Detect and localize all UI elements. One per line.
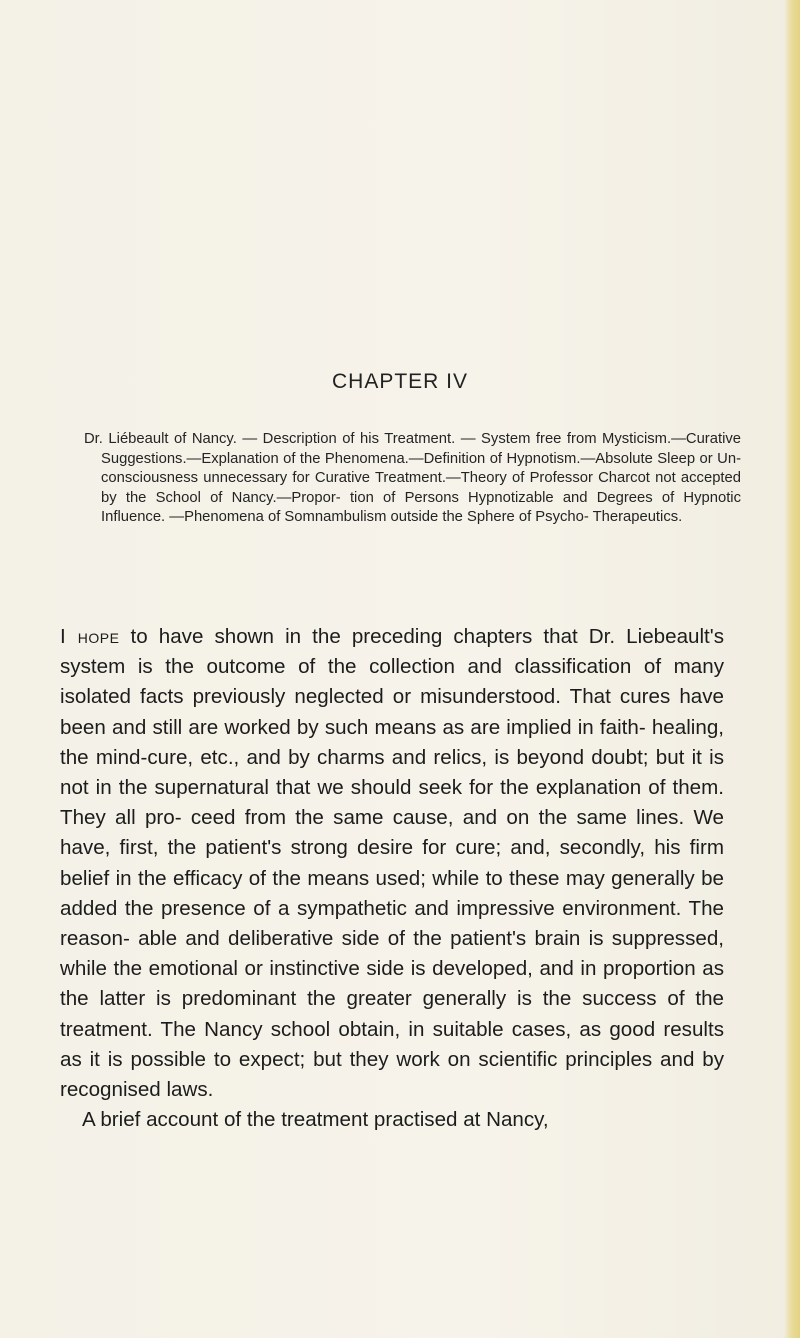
page-edge [784,0,800,1338]
chapter-synopsis: Dr. Liébeault of Nancy. — Description of his Treatment. — System free from Mysticism.—Curative Suggestions.—Explanation of the Phenomena.—Definition of Hypnotism.—Absolute Sleep or Un- consciousness unnecessary for Curative Treatment.—Theory of Professor Charcot not accepted by the School of Nancy.—Propor- tion of Persons Hypnotizable and Degrees of Hypnotic Influence. —Phenomena of Somnambulism outside the Sphere of Psycho- Therapeutics. [84,431,741,525]
paragraph-1 [60,622,724,1105]
paragraph-1-text: to have shown in the preceding chapters that Dr. Liebeault's system is the outcome of the collection and classification of many isolated facts previously neglected or misunderstood. That cures have been and still are worked by such means as are implied in faith- healing, the mind-cure, etc., and by charms and relics, is beyond doubt; but it is not in the supernatural that we should seek for the explanation of them. They all pro- ceed from the same cause, and on the same lines. We have, first, the patient's strong desire for cure; and, secondly, his firm belief in the efficacy of the means used; while to these may generally be added the presence of a sympathetic and impressive environment. The reason- able and deliberative side of the patient's brain is suppressed, while the emotional or instinctive side is developed, and in proportion as the latter is predominant the greater generally is the success of the treatment. The Nancy school obtain, in suitable cases, as good results as it is possible to expect; but they work on scientific principles and by recognised laws. [60,625,725,1102]
lead-word: I hope [60,625,120,648]
paragraph-2: A brief account of the treatment practised at Nancy, [82,1108,549,1132]
body-text [60,622,724,1135]
chapter-title: CHAPTER IV [331,370,469,393]
